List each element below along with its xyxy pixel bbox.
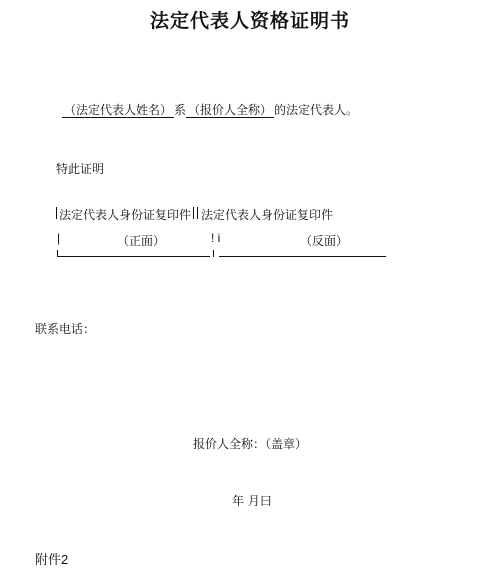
contact-phone-label: 联系电话：	[35, 322, 96, 336]
id-copy-front-label: （正面）	[117, 234, 166, 248]
id-copy-divider-left	[193, 207, 194, 219]
id-copy-divider-right	[197, 207, 198, 219]
id-copy-line-tick-mid	[213, 250, 214, 257]
id-copy-back-label: （反面）	[300, 234, 349, 248]
certification-text: 特此证明	[56, 162, 105, 176]
attachment-label: 附件2	[35, 552, 69, 567]
id-copy-back-baseline	[219, 256, 386, 257]
statement-suffix: 的法定代表人。	[274, 103, 359, 117]
id-copy-middle-mark: ! i	[211, 231, 221, 245]
id-copy-left-border	[56, 207, 57, 219]
id-copy-front-header: 法定代表人身份证复印件	[59, 208, 192, 222]
bidder-name-field: （报价人全称）	[188, 103, 273, 117]
id-copy-back-header: 法定代表人身份证复印件	[201, 208, 334, 222]
bidder-signature-line: 报价人全称：（盖章）	[193, 437, 308, 451]
id-copy-left-mark: |	[57, 231, 61, 245]
statement-connector: 系	[174, 103, 187, 117]
date-line: 年 月曰	[232, 494, 272, 508]
representative-statement	[62, 101, 358, 118]
document-title: 法定代表人资格证明书	[149, 10, 350, 32]
id-copy-front-baseline	[58, 256, 210, 257]
representative-name-field: （法定代表人姓名）	[64, 103, 173, 117]
